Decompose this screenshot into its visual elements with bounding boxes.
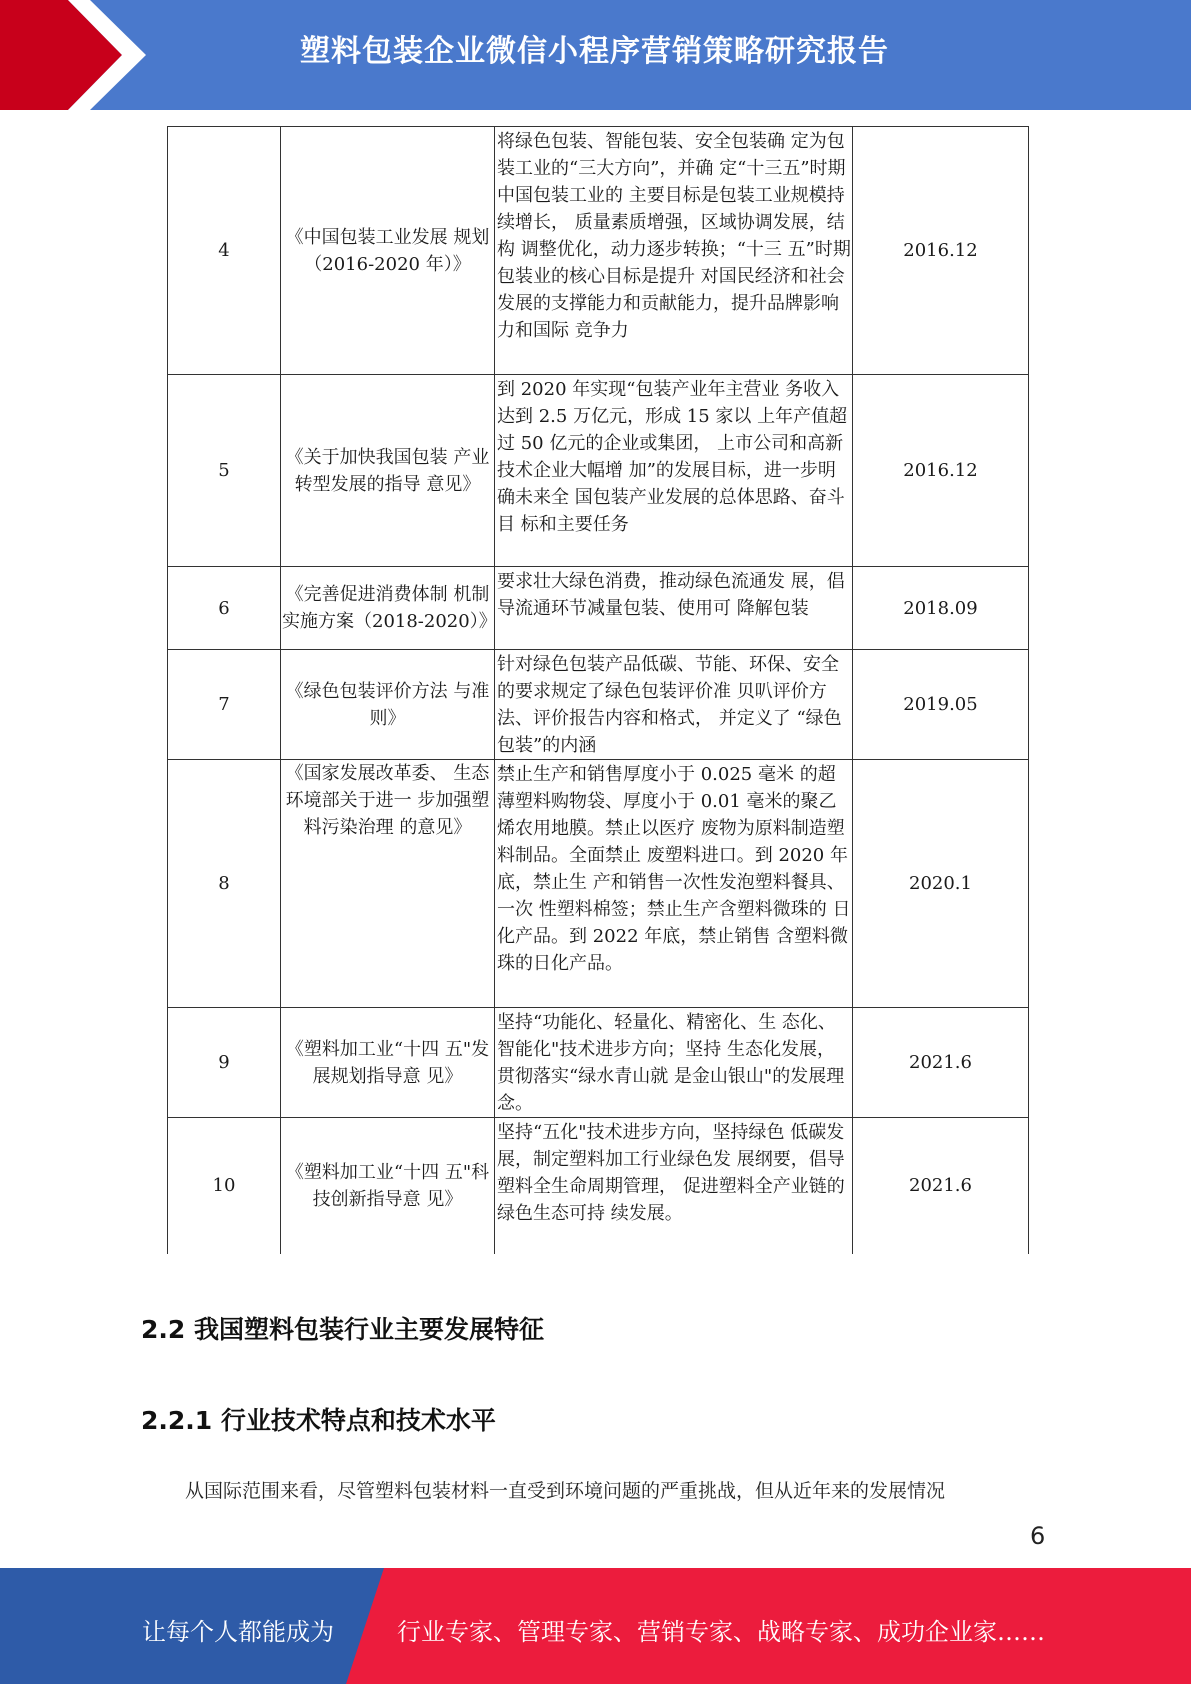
report-title: 塑料包装企业微信小程序营销策略研究报告 [300,34,889,69]
policy-name: 《国家发展改革委、 生态环境部关于进一 步加强塑料污染治理 的意见》 [281,760,495,1008]
row-number: 10 [168,1118,281,1254]
page-header [0,0,1191,110]
policy-date: 2018.09 [853,567,1029,650]
page-number: 6 [1030,1522,1046,1550]
row-number: 7 [168,650,281,760]
page-footer [0,1568,1191,1684]
policy-date: 2020.1 [853,760,1029,1008]
row-number: 6 [168,567,281,650]
policy-name: 《绿色包装评价方法 与准则》 [281,650,495,760]
row-number: 9 [168,1008,281,1118]
subsection-heading: 2.2.1 行业技术特点和技术水平 [141,1406,496,1435]
table-row [168,127,1029,375]
policy-content: 将绿色包装、智能包装、安全包装确 定为包装工业的“三大方向”，并确 定“十三五”时期中国包装工业的 主要目标是包装工业规模持续增长， 质量素质增强，区域协调发展，结构 调整优化，动力逐步转换；“十三 五”时期包装业的核心目标是提升 对国民经济和社会发展的支撑能力和贡献能力，提升品牌影响力和国际 竞争力 [495,127,853,375]
policy-content: 要求壮大绿色消费，推动绿色流通发 展，倡导流通环节减量包装、使用可 降解包装 [495,567,853,650]
policy-name: 《塑料加工业“十四 五"科技创新指导意 见》 [281,1118,495,1254]
row-number: 4 [168,127,281,375]
policy-table [167,126,1029,1254]
table-row [168,375,1029,567]
policy-name: 《塑料加工业“十四 五"发展规划指导意 见》 [281,1008,495,1118]
table-row [168,567,1029,650]
table-row [168,760,1029,1008]
policy-content: 禁止生产和销售厚度小于 0.025 毫米 的超薄塑料购物袋、厚度小于 0.01 毫米的聚乙烯农用地膜。禁止以医疗 废物为原料制造塑料制品。全面禁止 废塑料进口。到 2020 年底，禁止生 产和销售一次性发泡塑料餐具、一次 性塑料棉签；禁止生产含塑料微珠的 日化产品。到 2022 年底，禁止销售 含塑料微珠的日化产品。 [495,760,853,1008]
policy-date: 2016.12 [853,375,1029,567]
policy-content: 坚持“功能化、轻量化、精密化、生 态化、智能化"技术进步方向；坚持 生态化发展，贯彻落实“绿水青山就 是金山银山"的发展理念。 [495,1008,853,1118]
table-row [168,1118,1029,1254]
policy-name: 《关于加快我国包装 产业转型发展的指导 意见》 [281,375,495,567]
footer-slogan-left: 让每个人都能成为 [142,1618,334,1646]
policy-name: 《中国包装工业发展 规划（2016-2020 年）》 [281,127,495,375]
policy-date: 2019.05 [853,650,1029,760]
row-number: 8 [168,760,281,1008]
policy-date: 2021.6 [853,1008,1029,1118]
policy-content: 到 2020 年实现“包装产业年主营业 务收入达到 2.5 万亿元，形成 15 家以 上年产值超过 50 亿元的企业或集团， 上市公司和高新技术企业大幅增 加”的发展目标，进一步明确未来全 国包装产业发展的总体思路、奋斗目 标和主要任务 [495,375,853,567]
table-row [168,1008,1029,1118]
policy-date: 2016.12 [853,127,1029,375]
row-number: 5 [168,375,281,567]
policy-name: 《完善促进消费体制 机制实施方案（2018-2020）》 [281,567,495,650]
header-arrow-decoration [0,0,160,110]
footer-slogan-right: 行业专家、管理专家、营销专家、战略专家、成功企业家…… [397,1618,1045,1646]
policy-content: 针对绿色包装产品低碳、节能、环保、安全的要求规定了绿色包装评价准 贝叭评价方法、评价报告内容和格式， 并定义了 “绿色包装”的内涵 [495,650,853,760]
policy-content: 坚持“五化"技术进步方向，坚持绿色 低碳发展，制定塑料加工行业绿色发 展纲要，倡导塑料全生命周期管理， 促进塑料全产业链的绿色生态可持 续发展。 [495,1118,853,1254]
section-heading: 2.2 我国塑料包装行业主要发展特征 [141,1315,544,1344]
policy-date: 2021.6 [853,1118,1029,1254]
table-row [168,650,1029,760]
body-paragraph: 从国际范围来看，尽管塑料包装材料一直受到环境问题的严重挑战，但从近年来的发展情况 [185,1480,946,1502]
